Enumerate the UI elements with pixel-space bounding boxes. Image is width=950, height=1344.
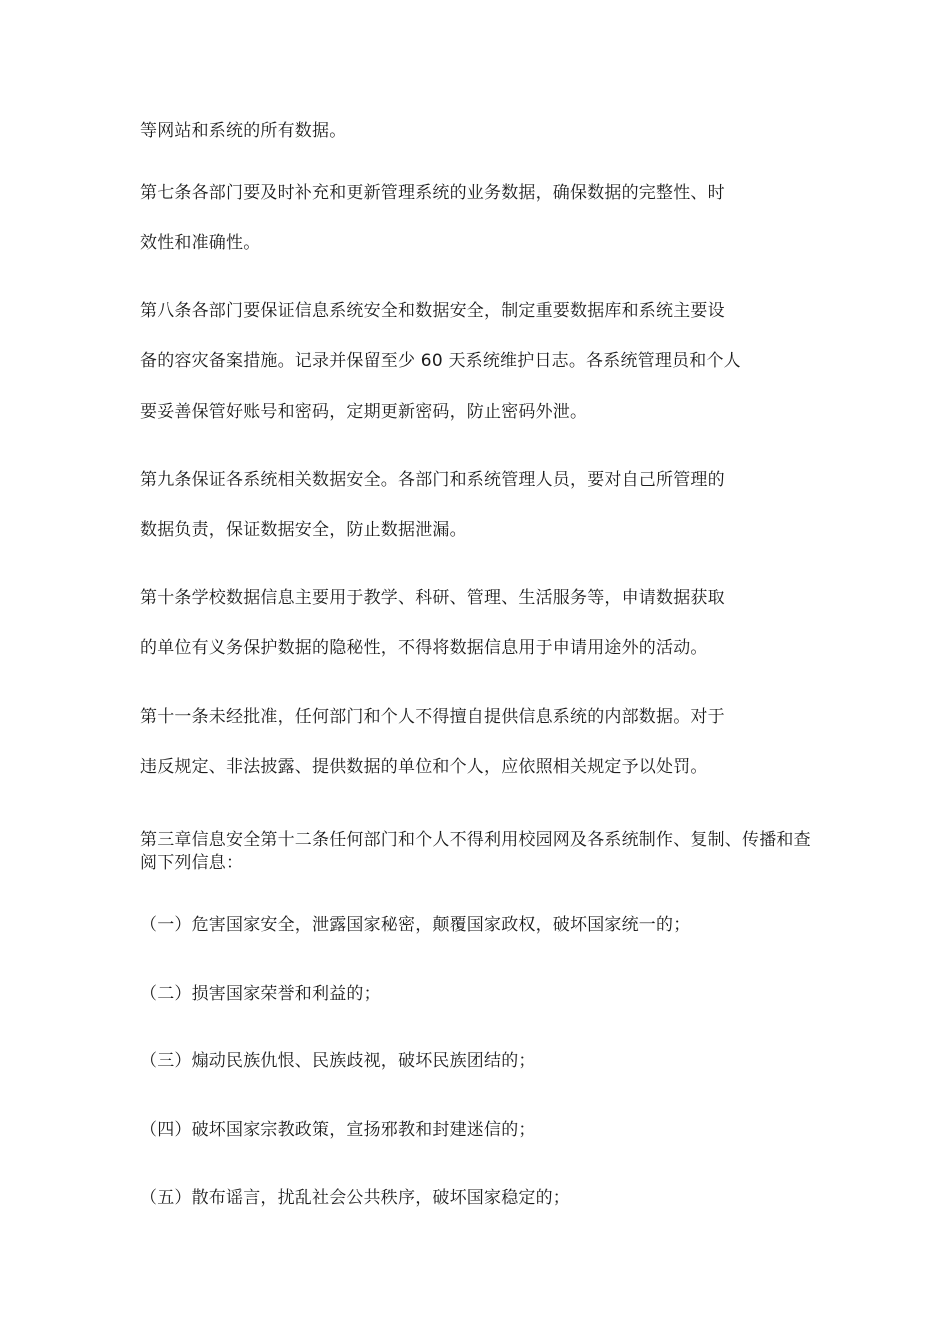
- list-item: （二）损害国家荣誉和利益的；: [140, 984, 381, 1004]
- text-line: 要妥善保管好账号和密码，定期更新密码，防止密码外泄。: [140, 402, 588, 422]
- text-line: 数据负责，保证数据安全，防止数据泄漏。: [140, 520, 467, 540]
- text-line: 第三章信息安全第十二条任何部门和个人不得利用校园网及各系统制作、复制、传播和查阅下列信息：: [140, 830, 811, 873]
- list-item: （三）煽动民族仇恨、民族歧视，破坏民族团结的；: [140, 1051, 536, 1071]
- text-line: 第十一条未经批准，任何部门和个人不得擅自提供信息系统的内部数据。对于: [140, 707, 725, 727]
- list-item: （五）散布谣言，扰乱社会公共秩序，破坏国家稳定的；: [140, 1188, 570, 1208]
- text-line: 违反规定、非法披露、提供数据的单位和个人，应依照相关规定予以处罚。: [140, 757, 708, 777]
- text-line: 第十条学校数据信息主要用于教学、科研、管理、生活服务等，申请数据获取: [140, 588, 725, 608]
- list-item: （四）破坏国家宗教政策，宣扬邪教和封建迷信的；: [140, 1120, 536, 1140]
- text-line: 第七条各部门要及时补充和更新管理系统的业务数据，确保数据的完整性、时: [140, 183, 725, 203]
- list-item: （一）危害国家安全，泄露国家秘密，颠覆国家政权，破坏国家统一的；: [140, 915, 691, 935]
- text-line: 等网站和系统的所有数据。: [140, 121, 347, 141]
- text-line: 效性和准确性。: [140, 233, 261, 253]
- text-line: 第九条保证各系统相关数据安全。各部门和系统管理人员，要对自己所管理的: [140, 470, 725, 490]
- text-line: 备的容灾备案措施。记录并保留至少 60 天系统维护日志。各系统管理员和个人: [140, 351, 741, 371]
- text-line: 的单位有义务保护数据的隐秘性，不得将数据信息用于申请用途外的活动。: [140, 638, 708, 658]
- text-line: 第八条各部门要保证信息系统安全和数据安全，制定重要数据库和系统主要设: [140, 301, 725, 321]
